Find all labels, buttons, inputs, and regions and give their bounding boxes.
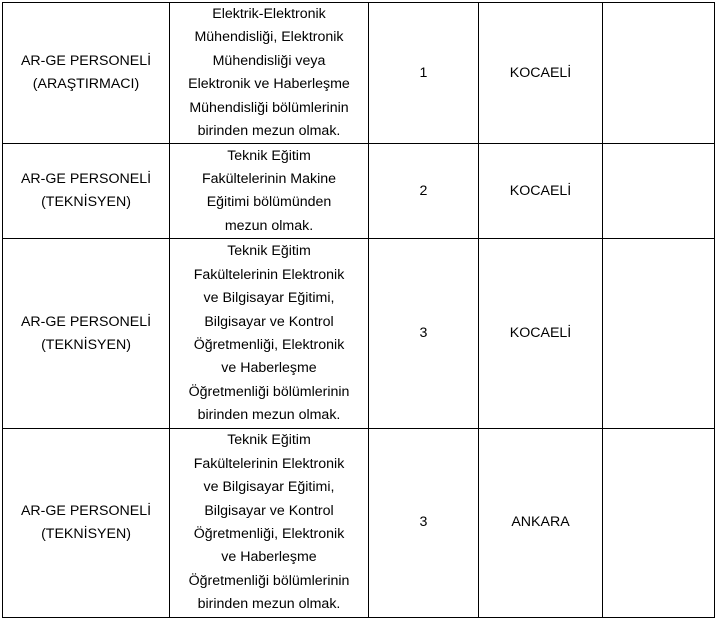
requirement-line: Öğretmenliği, Elektronik — [193, 526, 345, 543]
position-title: AR-GE PERSONELİ — [20, 313, 152, 330]
count-cell: 3 — [369, 429, 479, 617]
position-title: AR-GE PERSONELİ — [20, 502, 152, 519]
requirement-line: birinden mezun olmak. — [197, 596, 341, 613]
empty-cell — [603, 429, 715, 617]
table-row — [3, 144, 715, 239]
position-role: (TEKNİSYEN) — [41, 336, 131, 353]
requirement-line: Mühendisliği, Elektronik — [194, 29, 344, 46]
position-role: (ARAŞTIRMACI) — [32, 76, 140, 93]
requirement-cell — [170, 429, 369, 617]
requirement-line: Elektronik ve Haberleşme — [188, 76, 350, 93]
requirement-line: birinden mezun olmak. — [197, 407, 341, 424]
requirement-line: Teknik Eğitim — [227, 243, 311, 260]
position-cell — [3, 239, 170, 429]
requirement-cell — [170, 3, 369, 144]
requirement-line: Teknik Eğitim — [227, 147, 311, 164]
empty-cell — [603, 3, 715, 144]
location-cell: KOCAELİ — [479, 3, 603, 144]
requirement-line: Bilgisayar ve Kontrol — [204, 502, 334, 519]
count-cell: 2 — [369, 144, 479, 239]
position-role: (TEKNİSYEN) — [41, 194, 131, 211]
position-cell — [3, 3, 170, 144]
location-cell: KOCAELİ — [479, 144, 603, 239]
requirement-line: Fakültelerinin Elektronik — [193, 266, 345, 283]
position-cell — [3, 429, 170, 617]
requirement-line: Elektrik-Elektronik — [212, 6, 326, 22]
table-row — [3, 3, 715, 144]
count-cell: 3 — [369, 239, 479, 429]
requirement-line: birinden mezun olmak. — [197, 123, 341, 140]
table-row — [3, 239, 715, 429]
requirement-line: Eğitimi bölümünden — [206, 194, 332, 211]
requirement-line: Öğretmenliği, Elektronik — [193, 336, 345, 353]
count-cell: 1 — [369, 3, 479, 144]
requirement-line: ve Bilgisayar Eğitimi, — [203, 479, 335, 496]
requirement-line: Teknik Eğitim — [227, 432, 311, 449]
requirement-line: Mühendisliği bölümlerinin — [189, 99, 349, 116]
empty-cell — [603, 144, 715, 239]
requirement-line: Fakültelerinin Elektronik — [193, 455, 345, 472]
requirement-line: mezun olmak. — [224, 217, 314, 234]
requirement-line: Öğretmenliği bölümlerinin — [188, 572, 350, 589]
location-cell: KOCAELİ — [479, 239, 603, 429]
job-positions-table — [2, 2, 715, 618]
requirement-line: ve Bilgisayar Eğitimi, — [203, 290, 335, 307]
empty-cell — [603, 239, 715, 429]
position-title: AR-GE PERSONELİ — [20, 171, 152, 188]
requirement-line: Öğretmenliği bölümlerinin — [188, 383, 350, 400]
requirement-line: Mühendisliği veya — [212, 52, 326, 69]
position-title: AR-GE PERSONELİ — [20, 52, 152, 69]
requirement-cell — [170, 239, 369, 429]
requirement-line: ve Haberleşme — [221, 360, 317, 377]
requirement-line: Fakültelerinin Makine — [201, 171, 337, 188]
table-row — [3, 429, 715, 617]
location-cell: ANKARA — [479, 429, 603, 617]
position-role: (TEKNİSYEN) — [41, 526, 131, 543]
requirement-line: ve Haberleşme — [221, 549, 317, 566]
position-cell — [3, 144, 170, 239]
requirement-cell — [170, 144, 369, 239]
requirement-line: Bilgisayar ve Kontrol — [204, 313, 334, 330]
